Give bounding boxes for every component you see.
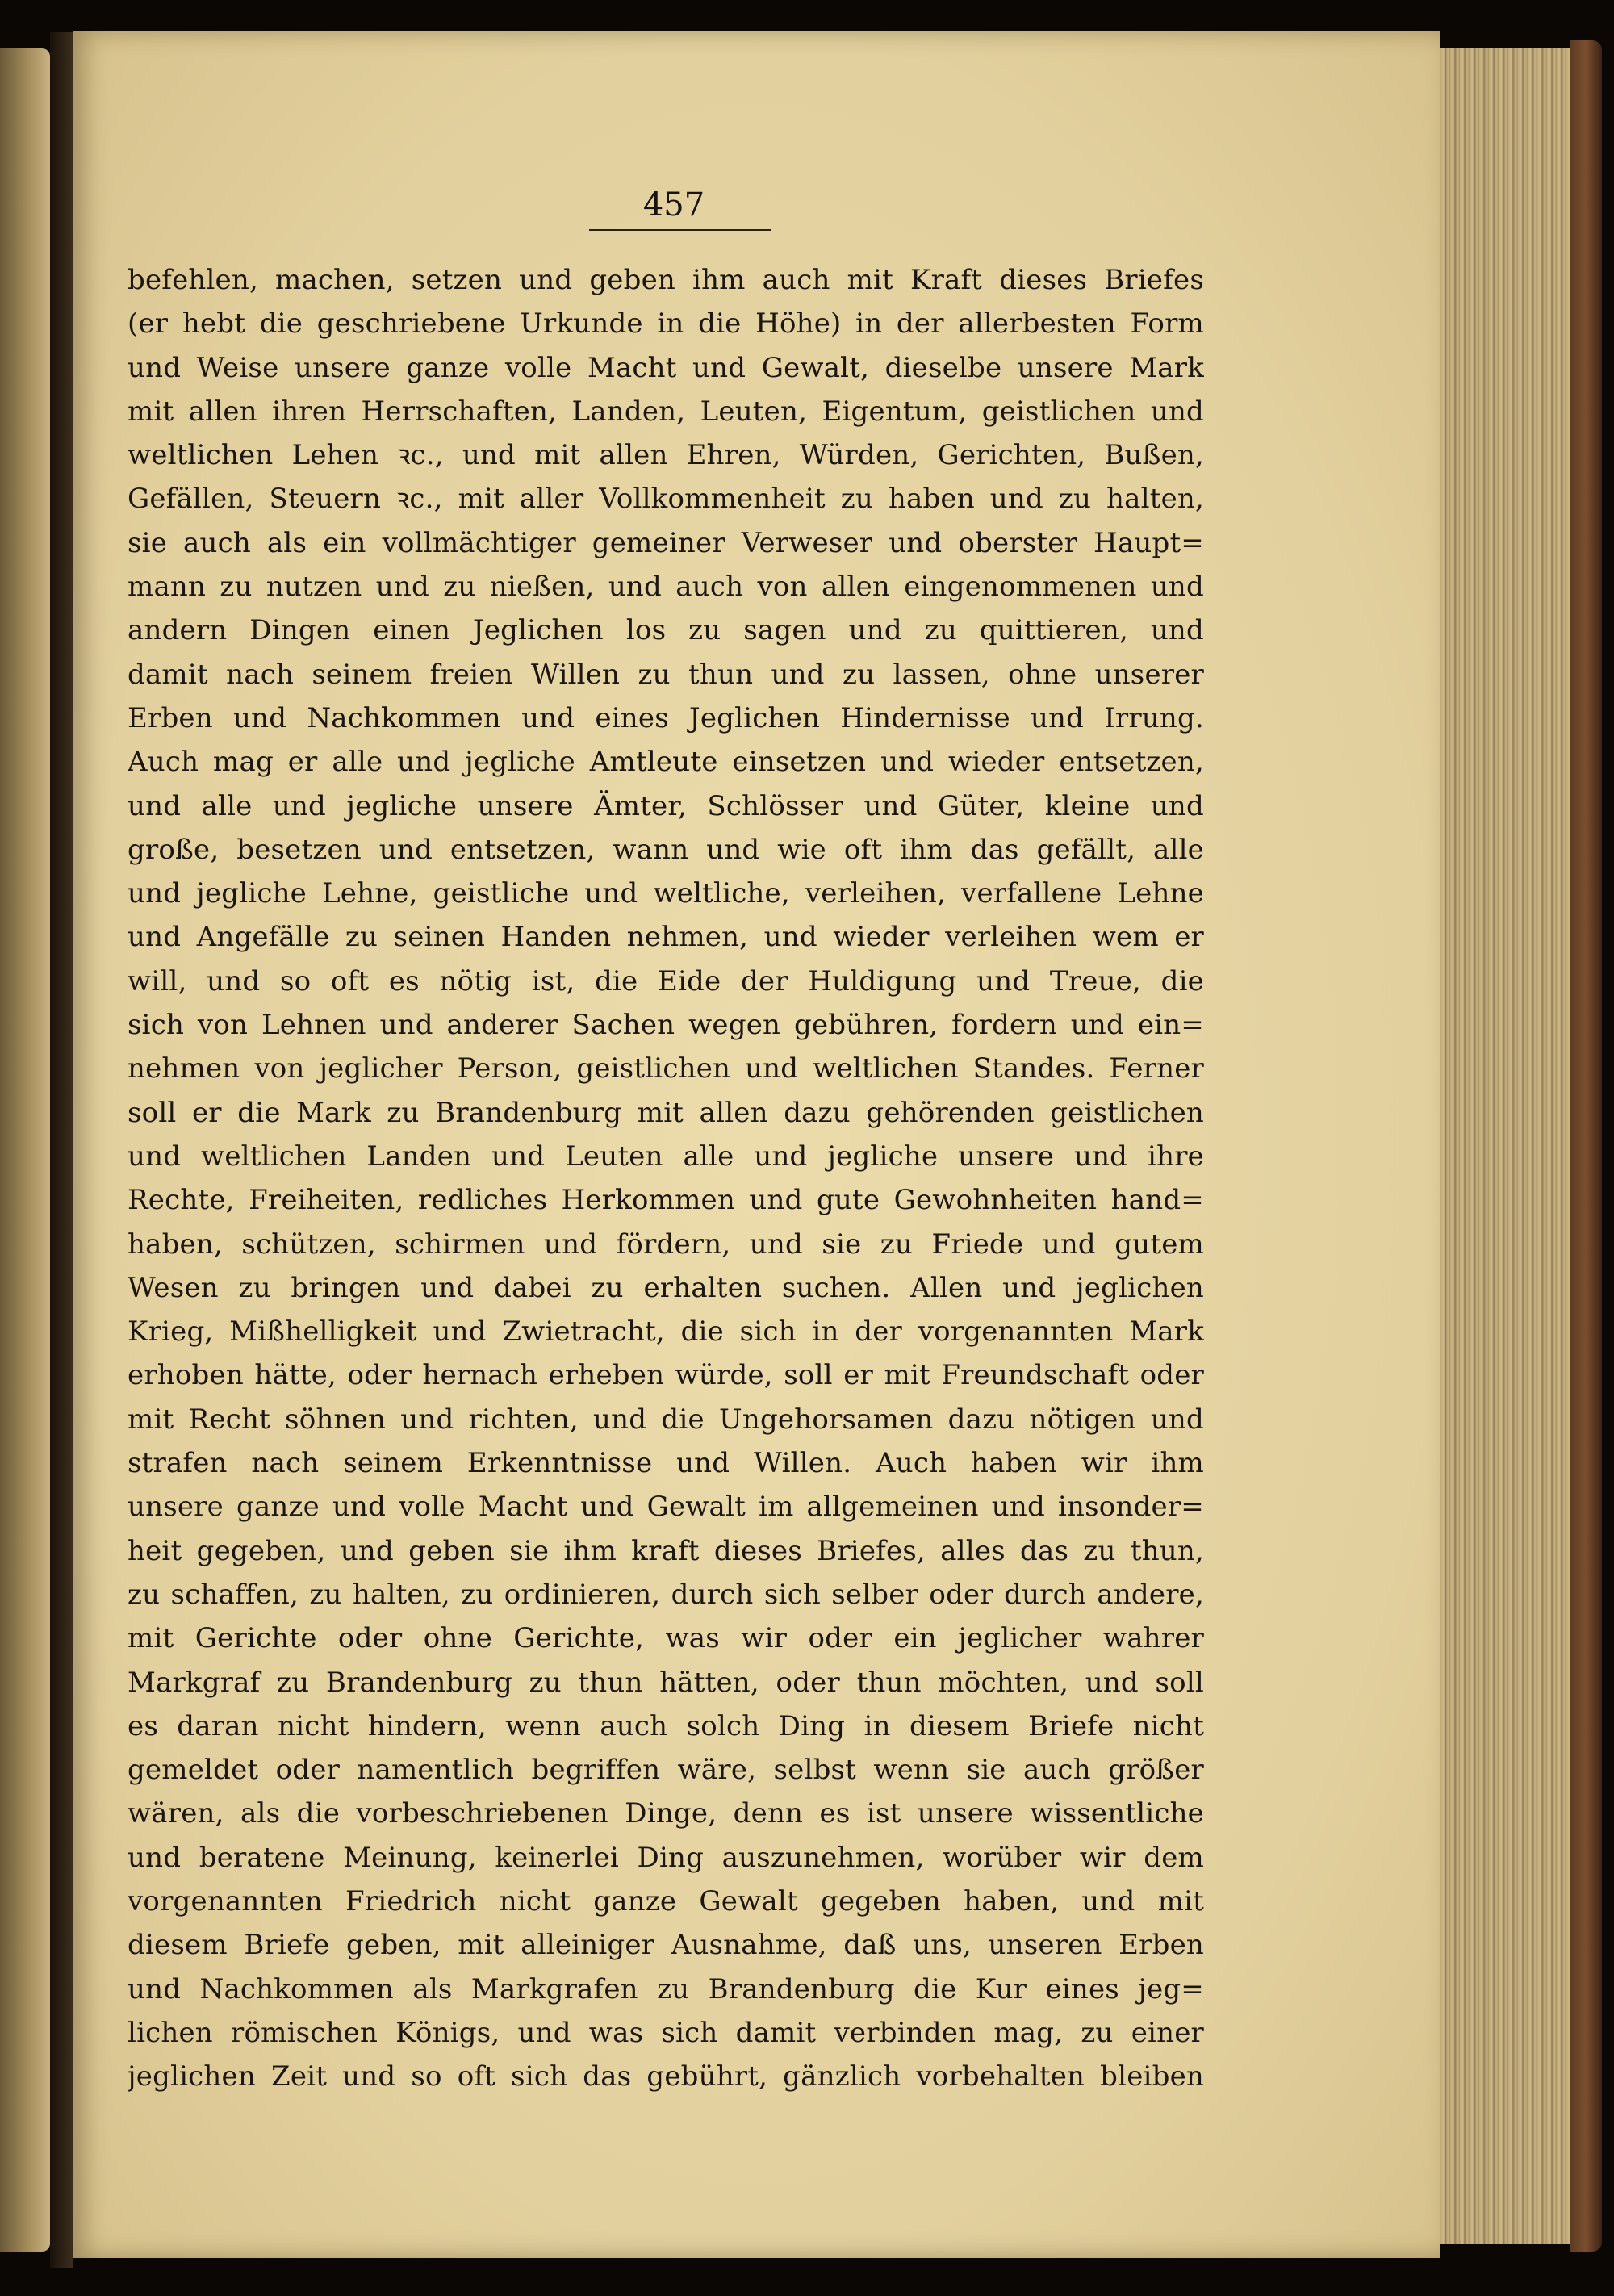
text-line: große, besetzen und entsetzen, wann und wie oft ihm das gefällt, alle — [128, 833, 1204, 866]
text-line: lichen römischen Königs, und was sich damit verbinden mag, zu einer — [128, 2016, 1204, 2049]
page-number: 457 — [642, 186, 705, 224]
text-line: strafen nach seinem Erkenntnisse und Willen. Auch haben wir ihm — [128, 1447, 1204, 1480]
text-line: und weltlichen Landen und Leuten alle und jegliche unsere und ihre — [128, 1140, 1204, 1173]
page-number-rule — [589, 229, 771, 231]
text-line: unsere ganze und volle Macht und Gewalt im allgemeinen und insonder= — [128, 1491, 1204, 1524]
text-line: und alle und jegliche unsere Ämter, Schlösser und Güter, kleine und — [128, 789, 1204, 822]
text-line: heit gegeben, und geben sie ihm kraft dieses Briefes, alles das zu thun, — [128, 1534, 1204, 1567]
text-line: Krieg, Mißhelligkeit und Zwietracht, die sich in der vorgenannten Mark — [128, 1315, 1204, 1349]
book-gutter — [50, 32, 73, 2268]
text-line: haben, schützen, schirmen und fördern, und sie zu Friede und gutem — [128, 1227, 1204, 1261]
text-line: Gefällen, Steuern ꝛc., mit aller Vollkommenheit zu haben und zu halten, — [128, 483, 1204, 516]
text-line: vorgenannten Friedrich nicht ganze Gewalt gegeben haben, und mit — [128, 1884, 1204, 1918]
text-line: es daran nicht hindern, wenn auch solch Ding in diesem Briefe nicht — [128, 1709, 1204, 1742]
text-line: Auch mag er alle und jegliche Amtleute einsetzen und wieder entsetzen, — [128, 746, 1204, 779]
text-line: (er hebt die geschriebene Urkunde in die Höhe) in der allerbesten Form — [128, 307, 1204, 341]
text-line: gemeldet oder namentlich begriffen wäre, selbst wenn sie auch größer — [128, 1754, 1204, 1787]
text-line: Markgraf zu Brandenburg zu thun hätten, oder thun möchten, und soll — [128, 1666, 1204, 1699]
book-cover-edge — [1570, 40, 1602, 2252]
text-line: und jegliche Lehne, geistliche und weltliche, verleihen, verfallene Lehne — [128, 877, 1204, 910]
text-line: Rechte, Freiheiten, redliches Herkommen und gute Gewohnheiten hand= — [128, 1184, 1204, 1217]
text-line: diesem Briefe geben, mit alleiniger Ausnahme, daß uns, unseren Erben — [128, 1929, 1204, 1962]
text-line: soll er die Mark zu Brandenburg mit allen dazu gehörenden geistlichen — [128, 1096, 1204, 1129]
text-line: Erben und Nachkommen und eines Jeglichen Hindernisse und Irrung. — [128, 701, 1204, 734]
text-line: zu schaffen, zu halten, zu ordinieren, durch sich selber oder durch andere, — [128, 1578, 1204, 1611]
text-line: will, und so oft es nötig ist, die Eide der Huldigung und Treue, die — [128, 964, 1204, 997]
body-text — [128, 258, 1204, 2093]
text-line: mit Gerichte oder ohne Gerichte, was wir oder ein jeglicher wahrer — [128, 1622, 1204, 1655]
text-line: und Nachkommen als Markgrafen zu Brandenburg die Kur eines jeg= — [128, 1972, 1204, 2005]
text-line: nehmen von jeglicher Person, geistlichen und weltlichen Standes. Ferner — [128, 1052, 1204, 1085]
text-line: mann zu nutzen und zu nießen, und auch von allen eingenommenen und — [128, 571, 1204, 604]
left-page-edge — [0, 48, 50, 2252]
page-stack-edges — [1440, 48, 1570, 2244]
text-line: und Weise unsere ganze volle Macht und Gewalt, dieselbe unsere Mark — [128, 351, 1204, 384]
text-line: mit allen ihren Herrschaften, Landen, Leuten, Eigentum, geistlichen und — [128, 395, 1204, 428]
text-line: mit Recht söhnen und richten, und die Ungehorsamen dazu nötigen und — [128, 1403, 1204, 1436]
text-line: damit nach seinem freien Willen zu thun und zu lassen, ohne unserer — [128, 658, 1204, 691]
text-line: und beratene Meinung, keinerlei Ding auszunehmen, worüber wir dem — [128, 1841, 1204, 1874]
text-line: Wesen zu bringen und dabei zu erhalten suchen. Allen und jeglichen — [128, 1271, 1204, 1304]
text-line: sie auch als ein vollmächtiger gemeiner Verweser und oberster Haupt= — [128, 526, 1204, 559]
text-line: sich von Lehnen und anderer Sachen wegen gebühren, fordern und ein= — [128, 1009, 1204, 1042]
text-line: und Angefälle zu seinen Handen nehmen, und wieder verleihen wem er — [128, 921, 1204, 954]
text-line: befehlen, machen, setzen und geben ihm auch mit Kraft dieses Briefes — [128, 264, 1204, 296]
text-line: wären, als die vorbeschriebenen Dinge, denn es ist unsere wissentliche — [128, 1797, 1204, 1830]
text-line: andern Dingen einen Jeglichen los zu sagen und zu quittieren, und — [128, 614, 1204, 647]
text-line: erhoben hätte, oder hernach erheben würde, soll er mit Freundschaft oder — [128, 1359, 1204, 1392]
text-line: weltlichen Lehen ꝛc., und mit allen Ehren, Würden, Gerichten, Bußen, — [128, 439, 1204, 472]
text-line: jeglichen Zeit und so oft sich das gebührt, gänzlich vorbehalten bleiben — [128, 2060, 1204, 2093]
